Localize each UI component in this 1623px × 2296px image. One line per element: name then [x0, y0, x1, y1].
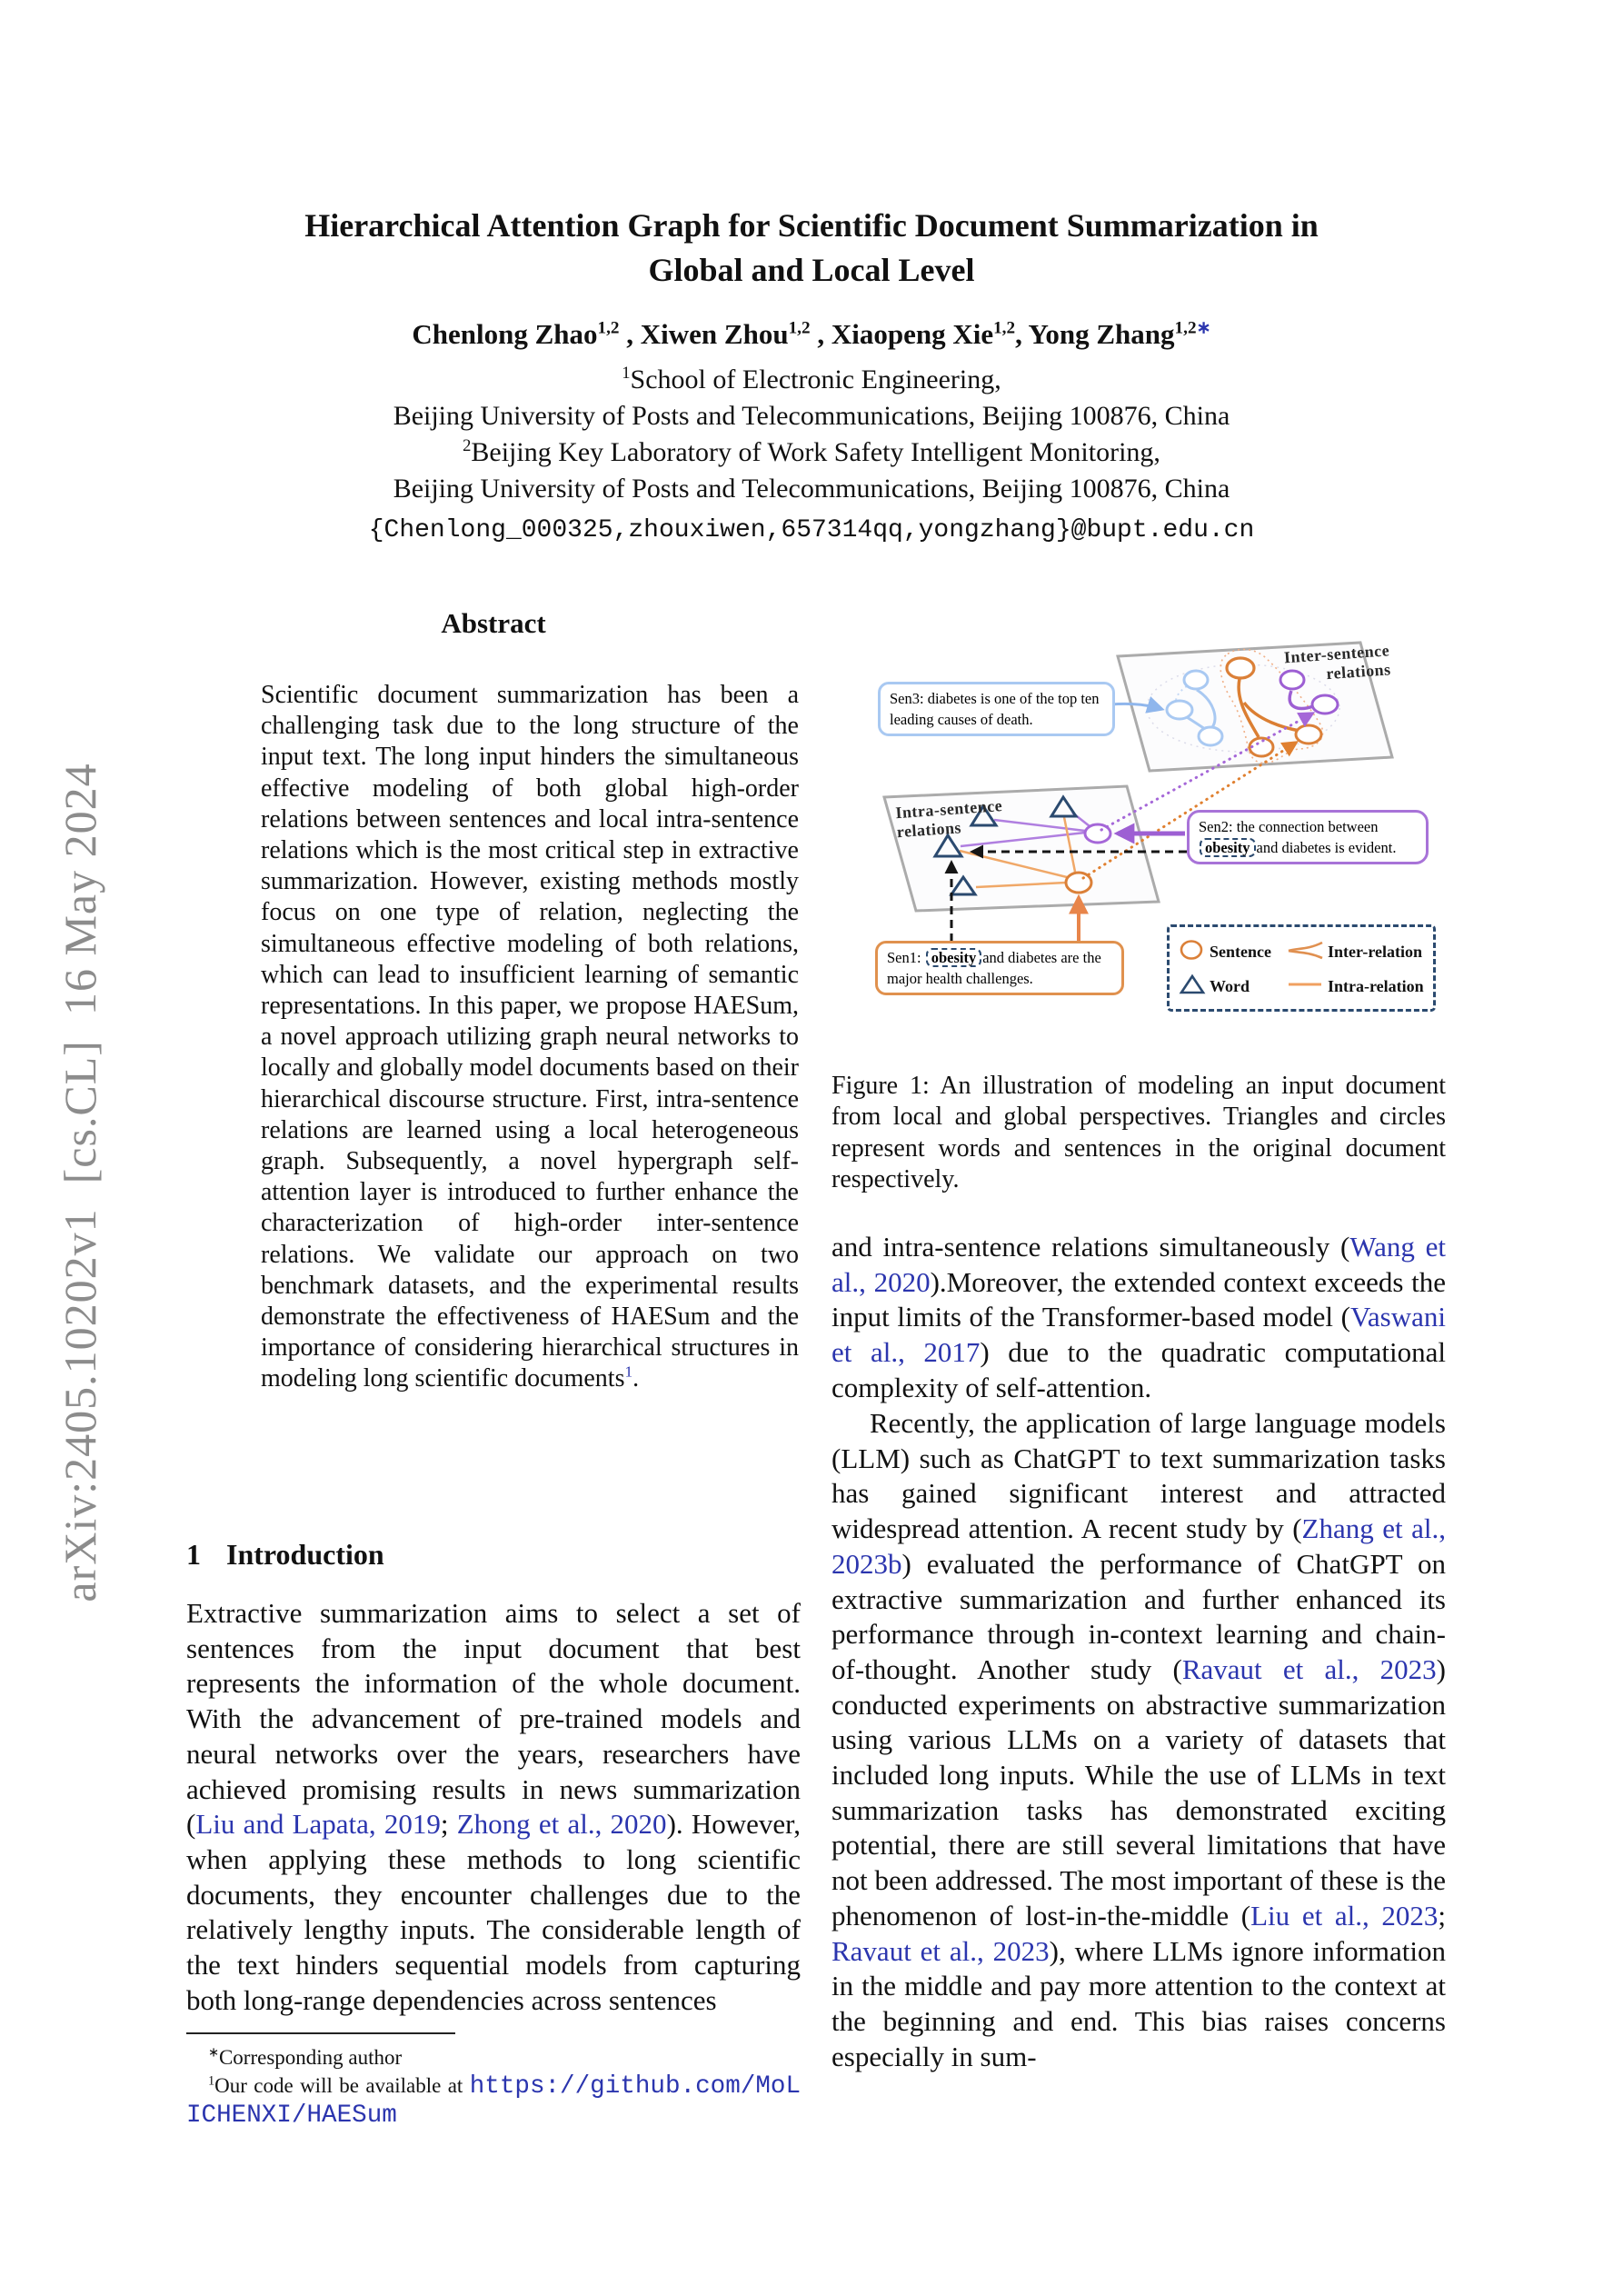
affiliation-line-1: [136, 362, 1487, 398]
text-segment: , Yong Zhang: [1015, 318, 1175, 350]
superscript: 1: [622, 364, 631, 383]
figure-caption: Figure 1: An illustration of modeling an input document from local and global perspectives. Triangles and circles represent words and sentences in the original document respectively.: [831, 1072, 1446, 1194]
text-segment: School of Electronic Engineering,: [630, 364, 1001, 394]
superscript: ∗: [208, 2045, 219, 2061]
superscript: 1,2: [993, 318, 1016, 338]
citation-link[interactable]: Wang et al., 2020: [831, 1231, 1446, 1298]
sentence-node-blue: [1184, 671, 1208, 689]
footnote-rule: [186, 2032, 455, 2034]
sentence-node-blue: [1199, 727, 1222, 745]
callout-sen3: [878, 682, 1115, 736]
citation-link[interactable]: Vaswani et al., 2017: [831, 1301, 1446, 1369]
text-segment: ).Moreover, the extended context exceeds the input limits of the Transformer-based model (: [831, 1265, 1446, 1333]
title-line-1: Hierarchical Attention Graph for Scientific Document Summarization in: [304, 207, 1319, 244]
text-segment: and diabetes is evident.: [1256, 839, 1397, 856]
text-segment: and diabetes are the major health challenges.: [887, 949, 1101, 987]
url-link[interactable]: https://github.com/MoLICHENXI/HAESum: [186, 2072, 801, 2130]
text-segment: Our code will be available at: [214, 2074, 470, 2097]
citation-link[interactable]: Ravaut et al., 2023: [831, 1934, 1050, 1967]
abstract-heading: Abstract: [441, 607, 546, 639]
arxiv-banner: arXiv:2405.10202v1 [cs.CL] 16 May 2024: [55, 763, 105, 1602]
intra-relation-icon: [1286, 973, 1328, 1000]
section-number: 1: [186, 1538, 201, 1571]
superscript: 2: [463, 436, 472, 455]
introduction-paragraph: [186, 1596, 801, 2018]
abstract-text: [261, 680, 799, 1395]
figure-legend: [1167, 924, 1436, 1012]
text-segment: Recently, the application of large language models (LLM) such as ChatGPT to text summarization tasks has gained significant interest and attracted widespread attention. A recent study by (: [831, 1407, 1446, 1545]
sentence-node-icon: [1179, 938, 1210, 966]
paragraph-continued: [831, 1230, 1446, 1406]
citation-link[interactable]: Ravaut et al., 2023: [1181, 1652, 1437, 1685]
left-column: [186, 600, 801, 2218]
footnote-code-availability: [186, 2071, 801, 2130]
text-segment: Corresponding author: [218, 2046, 403, 2069]
inter-sentence-relations-label: Inter-sentence relations: [1283, 641, 1392, 684]
text-segment: Scientific document summarization has been a challenging task due to the long structure of the input text. The long input hinders the simultaneous effective modeling of both global high-order relations between sentences and local intra-sentence relations which is the most critical step in extractive summarization. However, existing methods mostly focus on one type of relation, neglecting the simultaneous effective modeling of both relations, which can lead to insufficient learning of semantic representations. In this paper, we propose HAESum, a novel approach utilizing graph neural networks to locally and globally model documents based on their hierarchical discourse structure. First, intra-sentence relations are learned using a local heterogeneous graph. Subsequently, a novel hypergraph self-attention layer is introduced to further enhance the characterization of high-order inter-sentence relations. We validate our approach on two benchmark datasets, and the experimental results demonstrate the effectiveness of HAESum and the importance of considering hierarchical structures in modeling long scientific documents: [261, 681, 799, 1393]
text-segment: ) evaluated the performance of ChatGPT on extractive summarization and further enhanced its performance through in-context learning and chain-of-thought. Another study (: [831, 1547, 1446, 1685]
right-column: [831, 632, 1446, 2177]
citation-link[interactable]: Liu et al., 2023: [1250, 1899, 1439, 1932]
footnote-block: [186, 2032, 801, 2130]
text-segment: ;: [1438, 1899, 1447, 1932]
text-segment: , Xiaopeng Xie: [810, 318, 994, 350]
figure-1: [854, 632, 1465, 1059]
superscript: 1,2: [788, 318, 811, 338]
inter-relation-icon: [1286, 939, 1328, 965]
affiliations-block: [136, 362, 1487, 549]
citation-link[interactable]: Zhang et al., 2023b: [831, 1512, 1446, 1580]
footnote-corresponding-author: [186, 2043, 801, 2071]
page-title: [136, 204, 1487, 293]
sentence-node-orange: [1296, 725, 1321, 744]
sentence-node-orange-local: [1066, 873, 1091, 893]
obesity-chip: obesity: [926, 948, 982, 967]
text-segment: Sen2: the connection between: [1199, 818, 1379, 835]
section-heading-introduction: [186, 1538, 384, 1572]
text-segment: Sen3: diabetes is one of the top ten leading causes of death.: [890, 690, 1100, 728]
sentence-node-purple: [1312, 695, 1338, 714]
text-segment: Beijing University of Posts and Telecommunications, Beijing 100876, China: [393, 474, 1230, 504]
legend-word-label: Word: [1210, 976, 1250, 995]
intra-sentence-relations-label: Intra-sentence relations: [894, 796, 1003, 842]
footnote-marker-link[interactable]: ∗: [1196, 318, 1211, 338]
word-node-icon: [1179, 973, 1210, 1001]
legend-sentence-label: Sentence: [1210, 942, 1271, 961]
affiliation-line-4: [136, 471, 1487, 507]
text-segment: ;: [440, 1808, 457, 1841]
text-segment: Sen1:: [887, 949, 925, 966]
affiliation-line-3: [136, 434, 1487, 471]
superscript: 1,2: [597, 318, 620, 338]
legend-intra-relation-label: Intra-relation: [1328, 976, 1424, 995]
text-segment: ) conducted experiments on abstractive summarization using various LLMs on a variety of datasets that included long inputs. While the use of LLMs in text summarization tasks has demonstrated exciting potential, there are still several limitations that have not been addressed. The most important of these is the phenomenon of lost-in-the-middle (: [831, 1652, 1446, 1932]
text-segment: ). However, when applying these methods to long scientific documents, they encounter challenges due to the relatively lengthy inputs. The considerable length of the text hinders sequential models from capturing both long-range dependencies across sentences: [186, 1808, 801, 2016]
email-line: {Chenlong_000325,zhouxiwen,657314qq,yongzhang}@bupt.edu.cn: [368, 516, 1255, 544]
legend-inter-relation-label: Inter-relation: [1328, 942, 1422, 961]
citation-link[interactable]: Liu and Lapata, 2019: [195, 1808, 441, 1841]
obesity-chip: obesity: [1200, 838, 1256, 857]
paragraph-llm: [831, 1406, 1446, 2074]
text-segment: and intra-sentence relations simultaneously (: [831, 1231, 1350, 1263]
section-title: Introduction: [226, 1538, 384, 1571]
sentence-node-blue: [1167, 701, 1192, 719]
affiliation-line-2: [136, 398, 1487, 434]
text-segment: ), where LLMs ignore information in the middle and pay more attention to the context at the beginning and end. This bias raises concerns especially in sum-: [831, 1934, 1446, 2072]
text-segment: , Xiwen Zhou: [619, 318, 789, 350]
text-segment: Chenlong Zhao: [412, 318, 598, 350]
legend-row-2: [1179, 969, 1426, 1003]
text-segment: .: [632, 1364, 640, 1393]
footnote-marker-link[interactable]: 1: [624, 1363, 633, 1382]
superscript: 1: [208, 2073, 215, 2089]
citation-link[interactable]: Zhong et al., 2020: [456, 1808, 667, 1841]
text-segment: ) due to the quadratic computational complexity of self-attention.: [831, 1336, 1446, 1403]
text-segment: Beijing University of Posts and Telecommunications, Beijing 100876, China: [393, 401, 1230, 431]
text-segment: Beijing Key Laboratory of Work Safety Intelligent Monitoring,: [471, 437, 1160, 467]
legend-row-1: [1179, 934, 1426, 969]
text-segment: Extractive summarization aims to select a set of sentences from the input document that best represents the information of the whole document. With the advancement of pre-trained models and neural networks over the years, researchers have achieved promising results in news summarization (: [186, 1597, 801, 1841]
callout-sen1: [875, 941, 1124, 995]
callout-sen2: [1187, 810, 1429, 864]
title-line-2: Global and Local Level: [648, 252, 975, 288]
superscript: 1,2: [1174, 318, 1197, 338]
authors-line: [136, 318, 1487, 351]
